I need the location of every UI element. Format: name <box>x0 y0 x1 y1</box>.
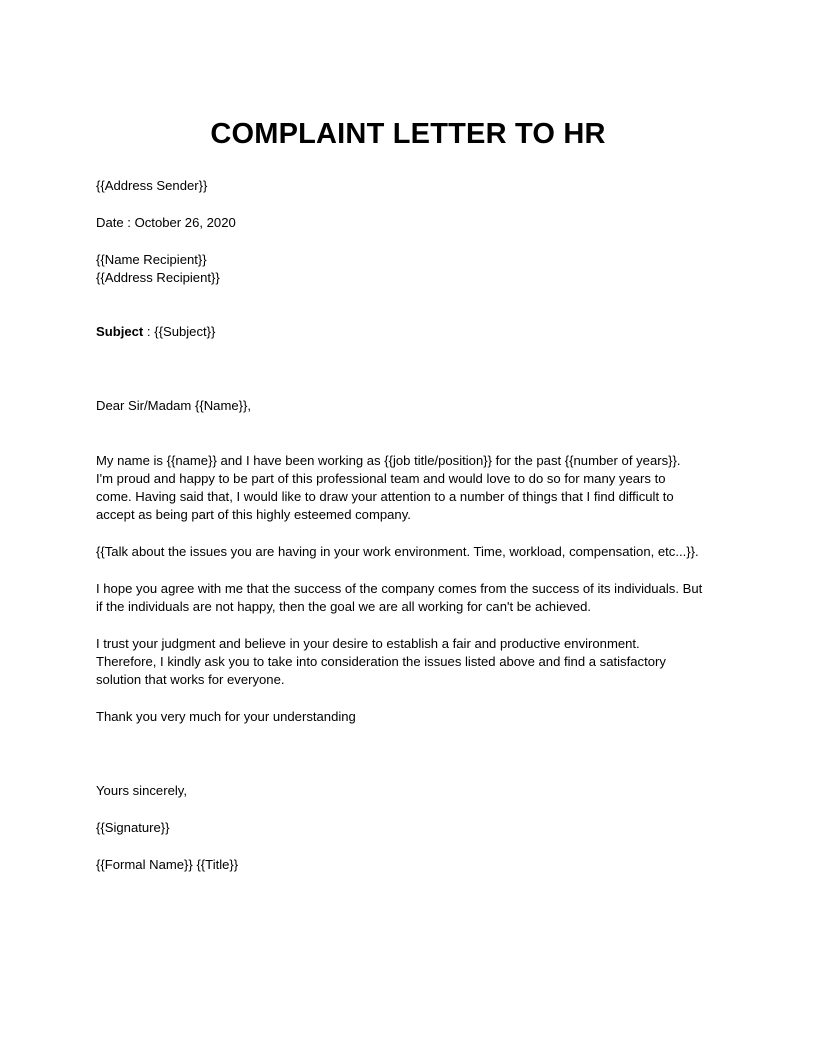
sender-address: {{Address Sender}} <box>96 178 208 193</box>
formal-name-title-line <box>96 856 238 874</box>
paragraph-line: solution that works for everyone. <box>96 672 285 687</box>
subject-line <box>96 323 215 341</box>
formal-name: {{Formal Name}} <box>96 857 193 872</box>
subject-value: {{Subject}} <box>154 324 216 339</box>
body-paragraph-4 <box>96 635 726 689</box>
valediction: Yours sincerely, <box>96 783 187 798</box>
subject-label: Subject <box>96 324 144 339</box>
body-paragraph-2: {{Talk about the issues you are having in your work environment. Time, workload, compensation, etc...}}. <box>96 544 699 559</box>
signature-placeholder: {{Signature}} <box>96 820 170 835</box>
body-paragraph-3 <box>96 580 726 616</box>
page-title: COMPLAINT LETTER TO HR <box>210 118 606 150</box>
date-line <box>96 214 236 232</box>
paragraph-line: accept as being part of this highly esteemed company. <box>96 507 411 522</box>
paragraph-line: My name is {{name}} and I have been working as {{job title/position}} for the past {{number of years}}. <box>96 453 681 468</box>
paragraph-line: come. Having said that, I would like to draw your attention to a number of things that I find difficult to <box>96 489 674 504</box>
salutation: Dear Sir/Madam {{Name}}, <box>96 398 252 413</box>
recipient-address: {{Address Recipient}} <box>96 270 220 285</box>
date-label: Date : <box>96 215 135 230</box>
paragraph-line: if the individuals are not happy, then the goal we are all working for can't be achieved. <box>96 599 592 614</box>
paragraph-line: I'm proud and happy to be part of this professional team and would love to do so for many years to <box>96 471 666 486</box>
date-value: October 26, 2020 <box>134 215 236 230</box>
body-paragraph-1 <box>96 452 726 524</box>
paragraph-line: I trust your judgment and believe in your desire to establish a fair and productive environment. <box>96 636 640 651</box>
recipient-name: {{Name Recipient}} <box>96 252 207 267</box>
subject-separator: : <box>143 324 155 339</box>
paragraph-line: Therefore, I kindly ask you to take into consideration the issues listed above and find a satisfactory <box>96 654 666 669</box>
body-paragraph-5: Thank you very much for your understanding <box>96 709 356 724</box>
paragraph-line: I hope you agree with me that the success of the company comes from the success of its individuals. But <box>96 581 703 596</box>
formal-title: {{Title}} <box>196 857 239 872</box>
